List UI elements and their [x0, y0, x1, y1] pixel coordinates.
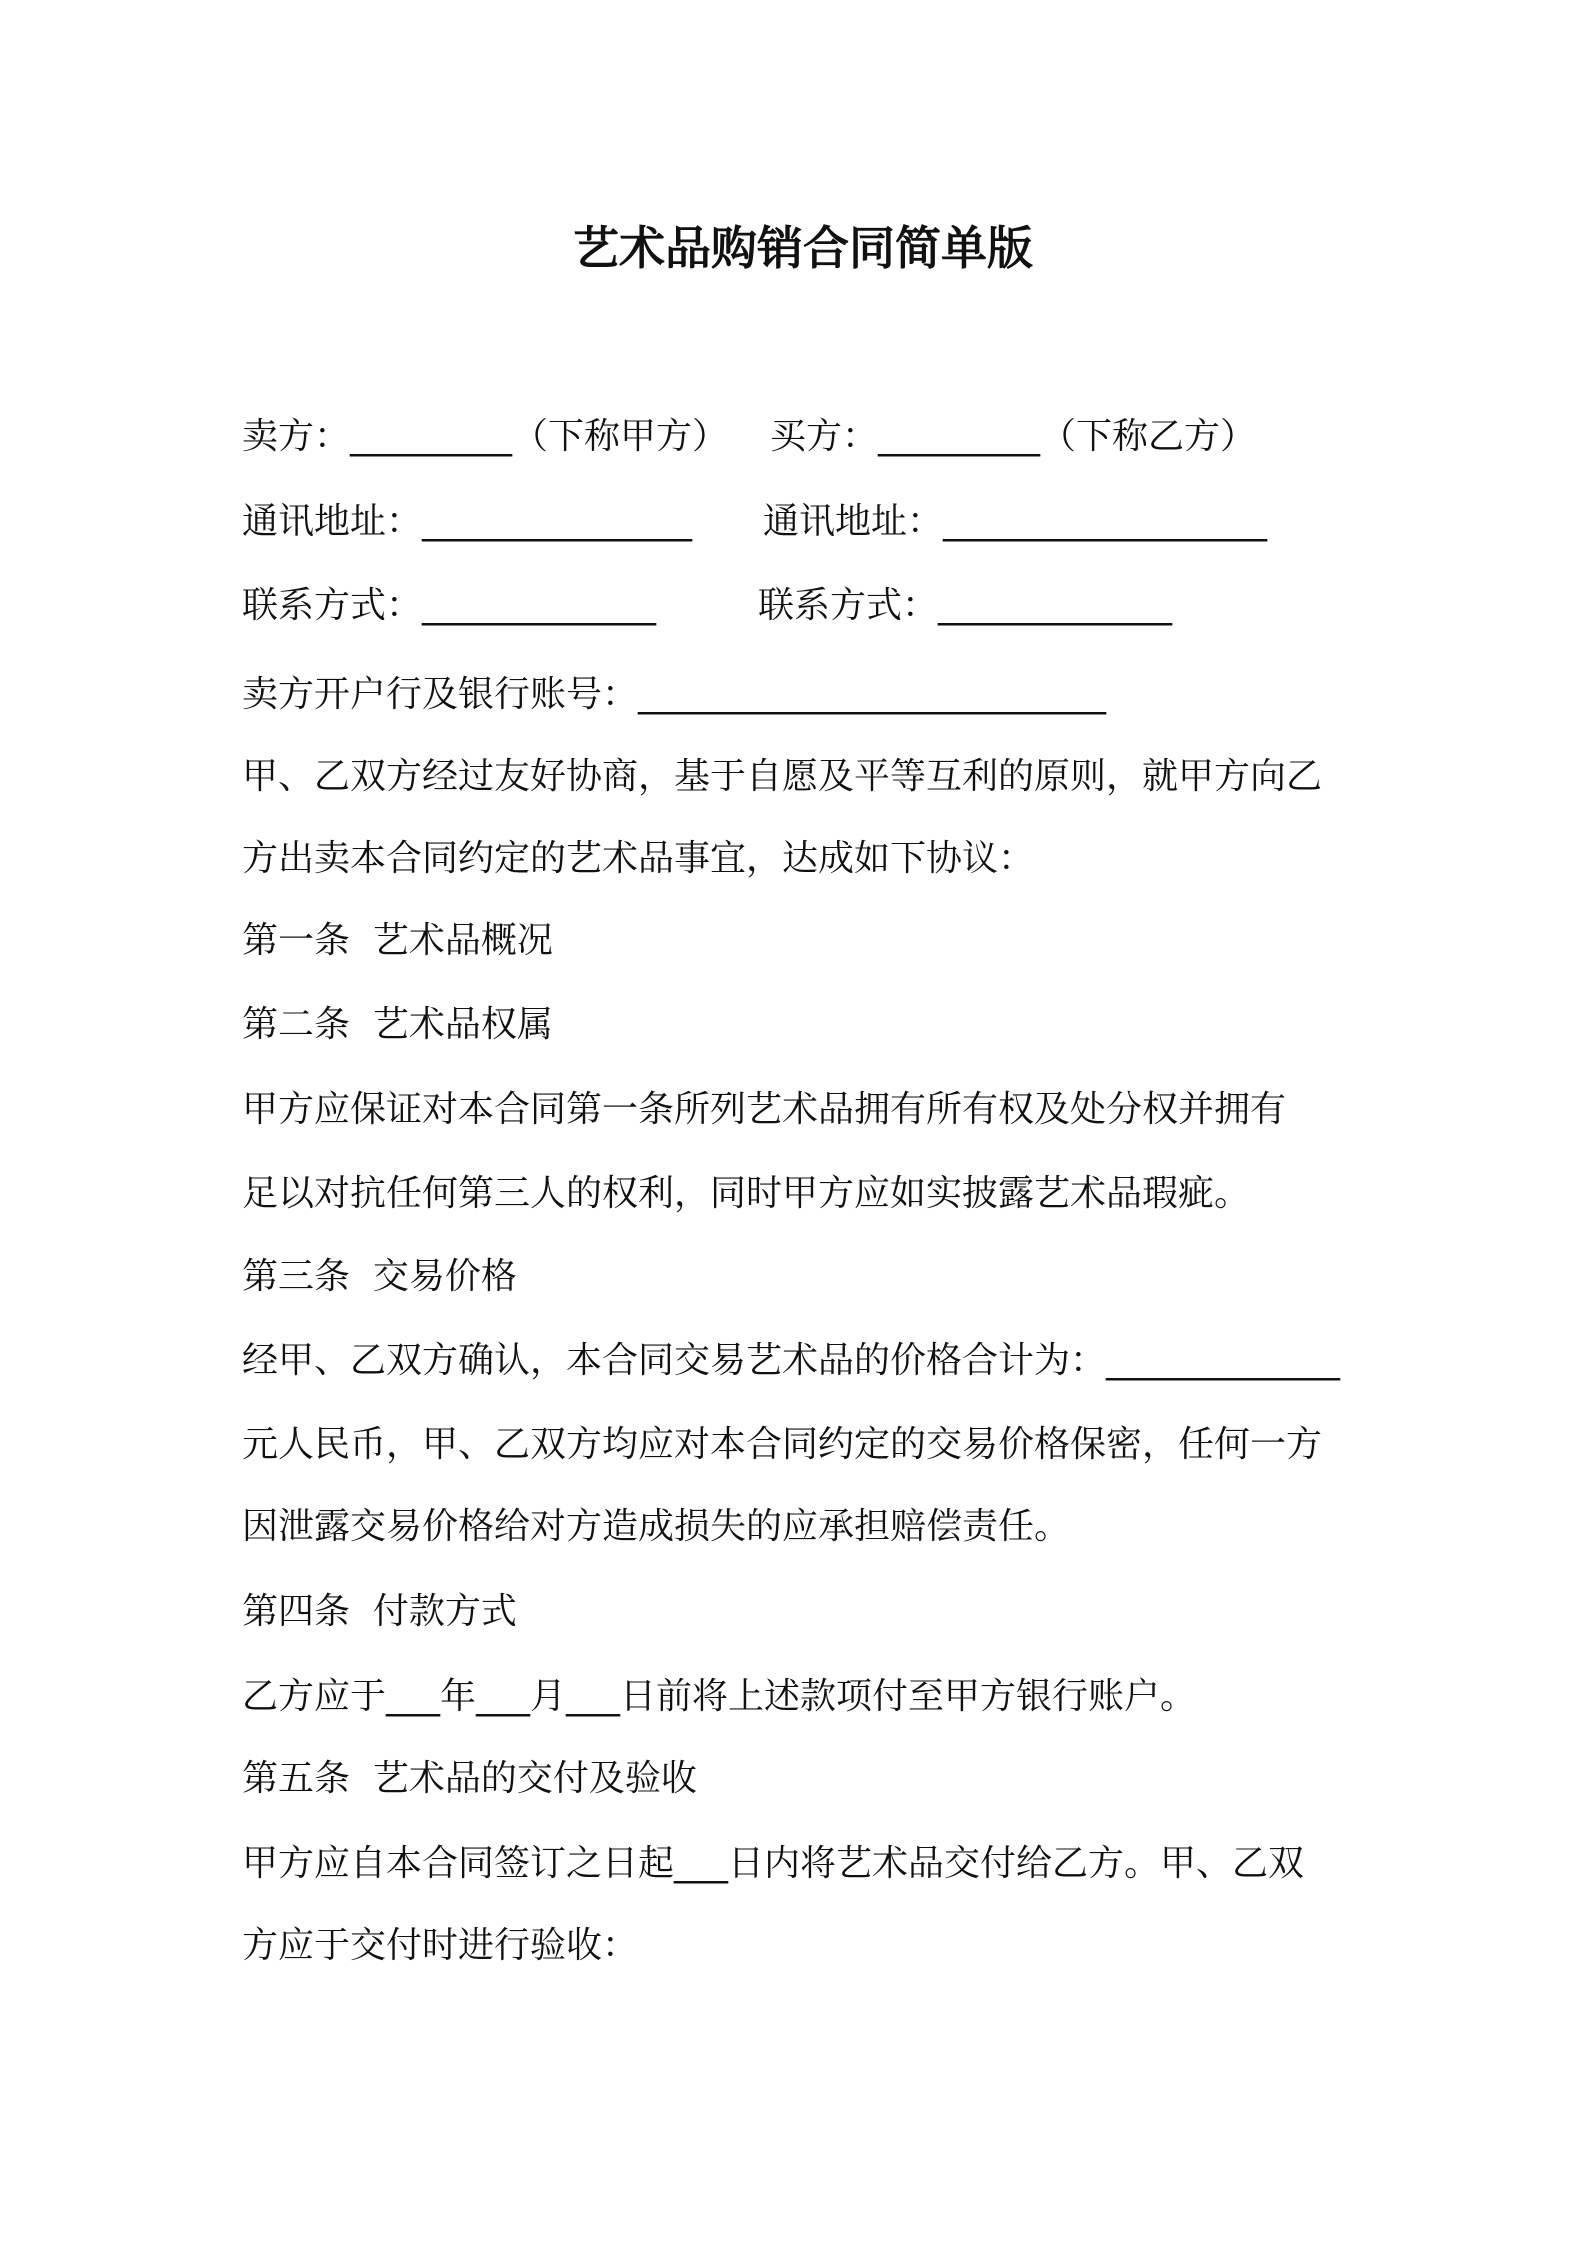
article-heading: 第一条 艺术品概况 [242, 920, 553, 961]
article-heading: 第二条 艺术品权属 [242, 1004, 553, 1045]
article-body-line: 经甲、乙双方确认，本合同交易艺术品的价格合计为：_____________ [242, 1340, 1341, 1381]
buyer-address-line: 通讯地址：__________________ [763, 501, 1268, 542]
article-heading: 第五条 艺术品的交付及验收 [242, 1758, 697, 1799]
preamble-line: 方出卖本合同约定的艺术品事宜，达成如下协议： [242, 838, 1035, 879]
seller-address-line: 通讯地址：_______________ [242, 501, 693, 542]
seller-name-line: 卖方：_________（下称甲方） [242, 416, 729, 457]
article-body-line: 元人民币，甲、乙双方均应对本合同约定的交易价格保密，任何一方 [242, 1424, 1323, 1465]
buyer-name-line: 买方：_________（下称乙方） [770, 416, 1257, 457]
article-body-line: 乙方应于___年___月___日前将上述款项付至甲方银行账户。 [242, 1676, 1197, 1717]
seller-bank-account-line: 卖方开户行及银行账号：__________________________ [242, 674, 1107, 715]
article-body-line: 甲方应自本合同签订之日起___日内将艺术品交付给乙方。甲、乙双 [242, 1843, 1305, 1884]
seller-contact-line: 联系方式：_____________ [242, 585, 657, 626]
page-title: 艺术品购销合同简单版 [573, 221, 1033, 275]
article-heading: 第四条 付款方式 [242, 1591, 517, 1632]
article-body-line: 方应于交付时进行验收： [242, 1925, 639, 1966]
article-body-line: 甲方应保证对本合同第一条所列艺术品拥有所有权及处分权并拥有 [242, 1089, 1287, 1130]
buyer-contact-line: 联系方式：_____________ [758, 585, 1173, 626]
article-body-line: 足以对抗任何第三人的权利，同时甲方应如实披露艺术品瑕疵。 [242, 1173, 1251, 1214]
preamble-line: 甲、乙双方经过友好协商，基于自愿及平等互利的原则，就甲方向乙 [242, 756, 1323, 797]
article-heading: 第三条 交易价格 [242, 1256, 517, 1297]
article-body-line: 因泄露交易价格给对方造成损失的应承担赔偿责任。 [242, 1506, 1071, 1547]
